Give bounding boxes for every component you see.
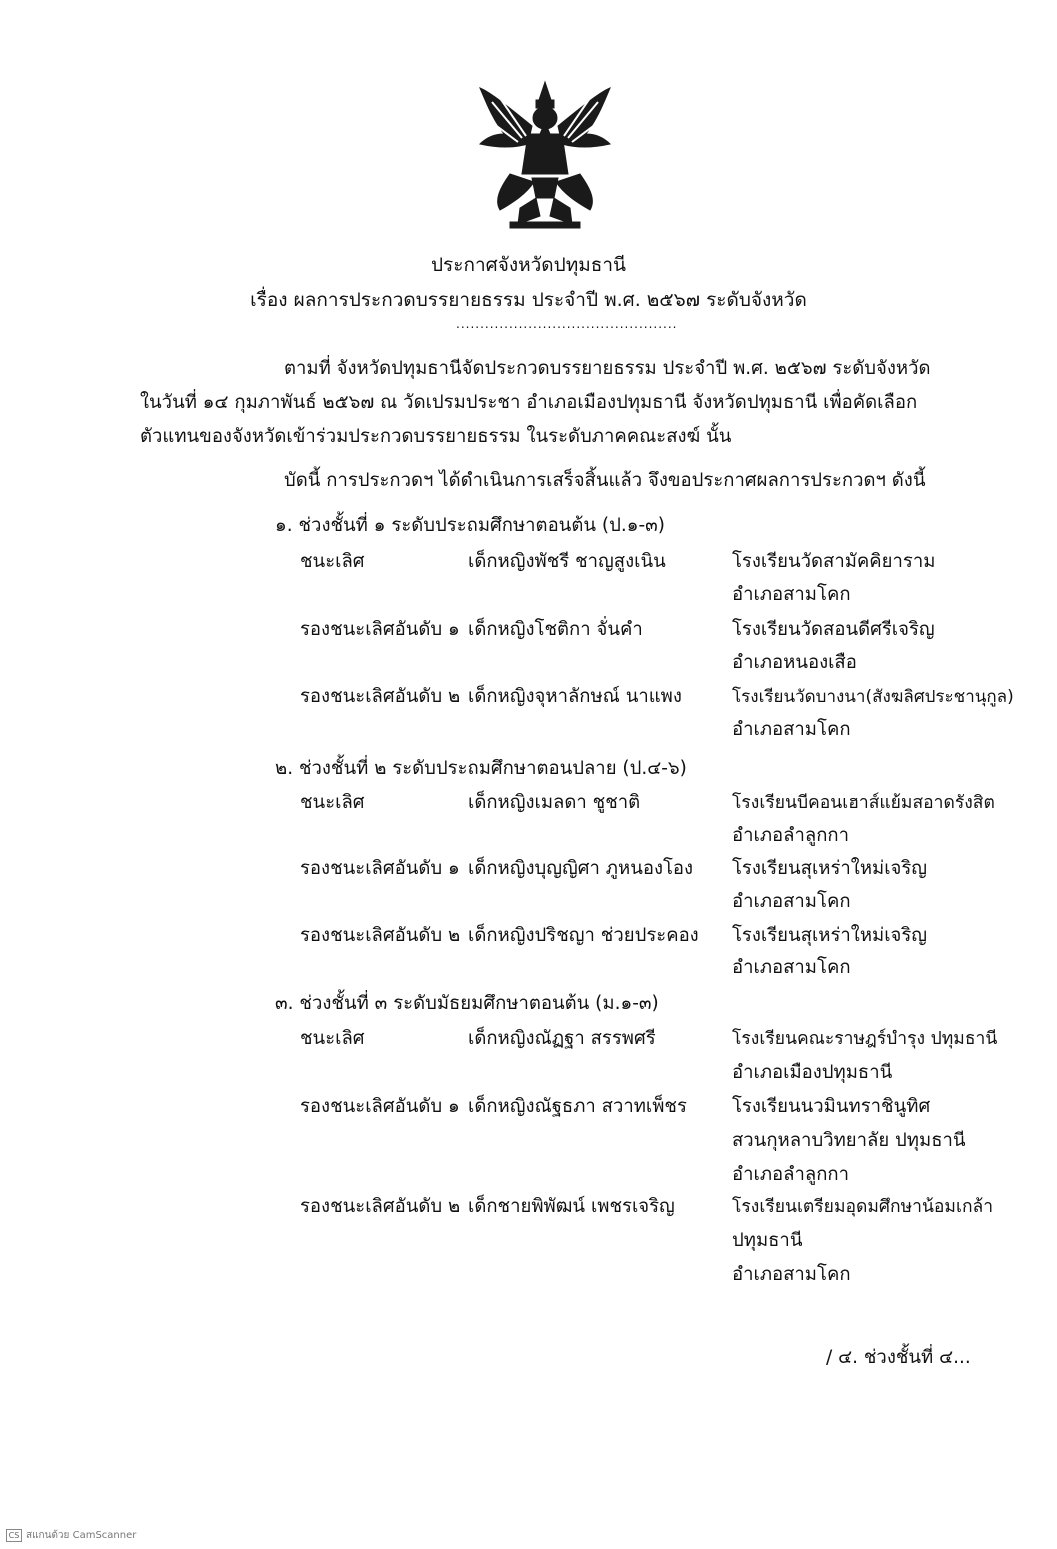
school-line: โรงเรียนสุเหร่าใหม่เจริญ xyxy=(732,858,928,879)
district-line: อำเภอสามโคก xyxy=(732,891,851,912)
award-label: รองชนะเลิศอันดับ ๒ xyxy=(300,925,461,946)
announce-paragraph: บัดนี้ การประกวดฯ ได้ดำเนินการเสร็จสิ้นแล้ว จึงขอประกาศผลการประกวดฯ ดังนี้ xyxy=(284,470,926,491)
district-line: อำเภอสามโคก xyxy=(732,957,851,978)
district-line: อำเภอหนองเสือ xyxy=(732,652,857,673)
intro-paragraph xyxy=(140,352,970,454)
award-label: รองชนะเลิศอันดับ ๑ xyxy=(300,858,460,879)
district-line: อำเภอสามโคก xyxy=(732,584,851,605)
school-line: โรงเรียนคณะราษฎร์บำรุง ปทุมธานี xyxy=(732,1029,998,1049)
scanner-watermark xyxy=(6,1528,136,1543)
school-line: ปทุมธานี xyxy=(732,1230,803,1251)
district-line: อำเภอลำลูกกา xyxy=(732,1164,849,1185)
continuation-note: / ๔. ช่วงชั้นที่ ๔... xyxy=(826,1347,971,1368)
school-line: โรงเรียนวัดสอนดีศรีเจริญ xyxy=(732,619,935,640)
district-line: อำเภอลำลูกกา xyxy=(732,825,849,846)
school-line: โรงเรียนบีคอนเฮาส์แย้มสอาดรังสิต xyxy=(732,793,995,813)
award-label: รองชนะเลิศอันดับ ๑ xyxy=(300,619,460,640)
school-line: โรงเรียนสุเหร่าใหม่เจริญ xyxy=(732,925,928,946)
school-line: โรงเรียนวัดสามัคคิยาราม xyxy=(732,551,936,572)
school-line: โรงเรียนนวมินทราชินูทิศ xyxy=(732,1096,931,1117)
school-line: สวนกุหลาบวิทยาลัย ปทุมธานี xyxy=(732,1130,966,1151)
award-label: รองชนะเลิศอันดับ ๑ xyxy=(300,1096,460,1117)
separator-dots: .............................................. xyxy=(456,317,678,331)
award-label: ชนะเลิศ xyxy=(300,551,365,572)
winner-name: เด็กหญิงณัฐธภา สวาทเพ็ชร xyxy=(468,1096,687,1117)
intro-line-1: ตามที่ จังหวัดปทุมธานีจัดประกวดบรรยายธรรม ประจำปี พ.ศ. ๒๕๖๗ ระดับจังหวัด xyxy=(284,358,931,379)
award-label: รองชนะเลิศอันดับ ๒ xyxy=(300,686,461,707)
section-heading: ๒. ช่วงชั้นที่ ๒ ระดับประถมศึกษาตอนปลาย (ป.๔-๖) xyxy=(275,758,687,779)
winner-name: เด็กหญิงเมลดา ชูชาติ xyxy=(468,792,641,813)
winner-name: เด็กหญิงโชติกา จั่นคำ xyxy=(468,619,643,640)
camscanner-icon: CS xyxy=(6,1529,22,1542)
district-line: อำเภอสามโคก xyxy=(732,719,851,740)
intro-line-2: ในวันที่ ๑๔ กุมภาพันธ์ ๒๕๖๗ ณ วัดเปรมประชา อำเภอเมืองปทุมธานี จังหวัดปทุมธานี เพื่อคัดเลือก xyxy=(140,392,918,413)
winner-name: เด็กหญิงพัชรี ชาญสูงเนิน xyxy=(468,551,666,572)
section-heading: ๓. ช่วงชั้นที่ ๓ ระดับมัธยมศึกษาตอนต้น (ม.๑-๓) xyxy=(275,993,659,1014)
award-label: ชนะเลิศ xyxy=(300,1028,365,1049)
district-line: อำเภอเมืองปทุมธานี xyxy=(732,1062,893,1083)
winner-name: เด็กหญิงบุญญิศา ภูหนองโอง xyxy=(468,858,694,879)
intro-line-3: ตัวแทนของจังหวัดเข้าร่วมประกวดบรรยายธรรม ในระดับภาคคณะสงฆ์ นั้น xyxy=(140,426,732,447)
winner-name: เด็กหญิงจุหาลักษณ์ นาแพง xyxy=(468,686,682,707)
subject-line: เรื่อง ผลการประกวดบรรยายธรรม ประจำปี พ.ศ. ๒๕๖๗ ระดับจังหวัด xyxy=(250,289,807,311)
page-title: ประกาศจังหวัดปทุมธานี xyxy=(430,254,626,276)
winner-name: เด็กหญิงณัฏฐา สรรพศรี xyxy=(468,1028,656,1049)
scanner-text: สแกนด้วย CamScanner xyxy=(26,1530,137,1541)
award-label: ชนะเลิศ xyxy=(300,792,365,813)
section-heading: ๑. ช่วงชั้นที่ ๑ ระดับประถมศึกษาตอนต้น (ป.๑-๓) xyxy=(275,515,665,536)
award-label: รองชนะเลิศอันดับ ๒ xyxy=(300,1196,461,1217)
district-line: อำเภอสามโคก xyxy=(732,1264,851,1285)
school-line: โรงเรียนวัดบางนา(สังฆลิศประชานุกูล) xyxy=(732,687,1014,707)
winner-name: เด็กชายพิพัฒน์ เพชรเจริญ xyxy=(468,1196,675,1217)
school-line: โรงเรียนเตรียมอุดมศึกษาน้อมเกล้า xyxy=(732,1197,994,1217)
garuda-emblem-icon xyxy=(470,78,620,230)
winner-name: เด็กหญิงปริชญา ช่วยประคอง xyxy=(468,925,699,946)
